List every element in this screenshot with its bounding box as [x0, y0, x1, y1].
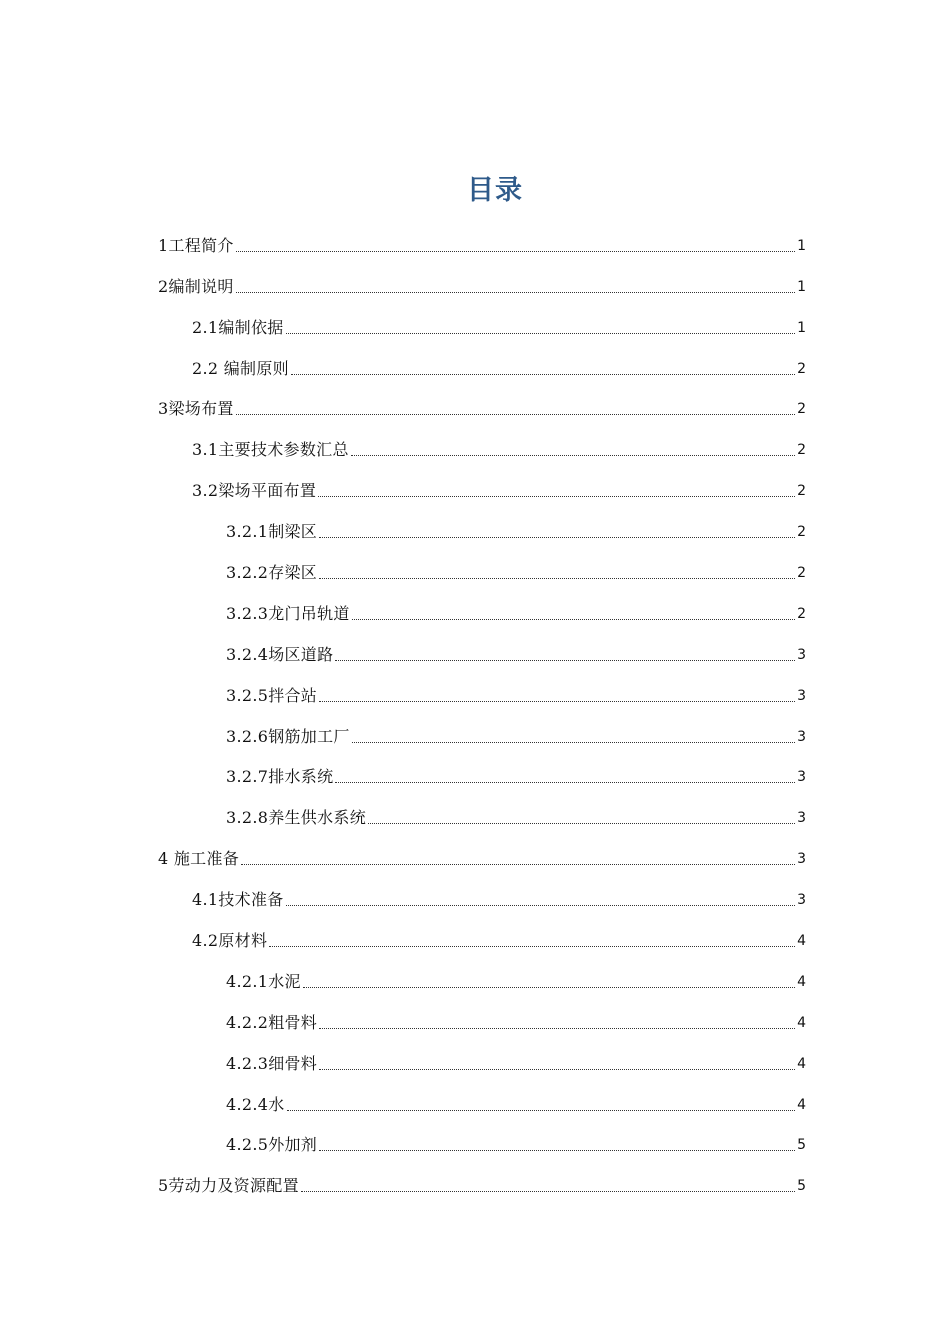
toc-leader-dots — [319, 1027, 795, 1029]
toc-entry-label: 3.2.8养生供水系统 — [226, 808, 367, 828]
toc-entry-page: 4 — [797, 933, 806, 950]
toc-entry[interactable] — [158, 469, 806, 510]
toc-entry-label: 4.1技术准备 — [192, 890, 284, 910]
toc-entry-page: 3 — [797, 728, 806, 745]
toc-entry[interactable] — [158, 674, 806, 715]
toc-entry-page: 3 — [797, 810, 806, 827]
toc-entry[interactable] — [158, 1001, 806, 1042]
toc-entry-label: 3.2.5拌合站 — [226, 685, 318, 705]
toc-entry-page: 3 — [797, 892, 806, 909]
toc-entry[interactable] — [158, 1042, 806, 1083]
toc-entry-page: 4 — [797, 1014, 806, 1031]
toc-leader-dots — [303, 986, 795, 988]
toc-entry-label: 4.2原材料 — [192, 931, 268, 951]
toc-entry-page: 4 — [797, 973, 806, 990]
toc-entry-label: 4.2.1水泥 — [226, 971, 301, 991]
toc-entry-page: 3 — [797, 769, 806, 786]
toc-entry-label: 3梁场布置 — [158, 399, 234, 419]
toc-entry[interactable] — [158, 428, 806, 469]
toc-entry[interactable] — [158, 510, 806, 551]
toc-entry-label: 4 施工准备 — [158, 849, 240, 869]
toc-leader-dots — [236, 291, 795, 293]
toc-entry-label: 2.2 编制原则 — [192, 358, 289, 378]
toc-entry-label: 1工程简介 — [158, 235, 234, 255]
toc-leader-dots — [286, 904, 795, 906]
toc-entry[interactable] — [158, 592, 806, 633]
toc-leader-dots — [319, 536, 795, 538]
toc-entry-page: 3 — [797, 851, 806, 868]
toc-leader-dots — [241, 863, 795, 865]
toc-entry-label: 3.2.6钢筋加工厂 — [226, 726, 350, 746]
toc-entry[interactable] — [158, 1124, 806, 1165]
toc-entry-page: 2 — [797, 524, 806, 541]
toc-entry-page: 3 — [797, 646, 806, 663]
toc-entry-label: 4.2.3细骨料 — [226, 1053, 318, 1073]
toc-entry[interactable] — [158, 633, 806, 674]
toc-entry-page: 2 — [797, 442, 806, 459]
toc-list — [158, 224, 806, 1205]
toc-title: 目录 — [467, 175, 523, 206]
toc-entry-label: 3.2梁场平面布置 — [192, 481, 317, 501]
toc-entry-page: 2 — [797, 605, 806, 622]
toc-leader-dots — [352, 618, 795, 620]
toc-leader-dots — [368, 822, 795, 824]
toc-entry[interactable] — [158, 837, 806, 878]
toc-leader-dots — [319, 1149, 795, 1151]
toc-leader-dots — [291, 373, 795, 375]
toc-entry-label: 3.1主要技术参数汇总 — [192, 440, 349, 460]
toc-entry-label: 4.2.5外加剂 — [226, 1135, 318, 1155]
toc-leader-dots — [236, 250, 795, 252]
toc-leader-dots — [351, 454, 795, 456]
toc-leader-dots — [335, 781, 795, 783]
toc-entry-page: 1 — [797, 278, 806, 295]
toc-entry-page: 2 — [797, 401, 806, 418]
toc-leader-dots — [319, 1068, 795, 1070]
toc-entry-page: 2 — [797, 565, 806, 582]
toc-entry-page: 2 — [797, 483, 806, 500]
toc-entry-label: 5劳动力及资源配置 — [158, 1176, 299, 1196]
toc-entry[interactable] — [158, 224, 806, 265]
toc-entry[interactable] — [158, 878, 806, 919]
toc-entry[interactable] — [158, 551, 806, 592]
toc-entry-page: 5 — [797, 1178, 806, 1195]
toc-leader-dots — [236, 413, 795, 415]
toc-leader-dots — [318, 495, 795, 497]
toc-entry-label: 3.2.2存梁区 — [226, 563, 318, 583]
toc-entry[interactable] — [158, 960, 806, 1001]
toc-leader-dots — [352, 741, 795, 743]
toc-entry-page: 1 — [797, 237, 806, 254]
toc-entry-label: 3.2.7排水系统 — [226, 767, 334, 787]
toc-entry[interactable] — [158, 1083, 806, 1124]
toc-entry[interactable] — [158, 715, 806, 756]
toc-entry-label: 2.1编制依据 — [192, 317, 284, 337]
toc-entry-label: 2编制说明 — [158, 276, 234, 296]
toc-entry-page: 4 — [797, 1055, 806, 1072]
toc-entry-label: 4.2.2粗骨料 — [226, 1012, 318, 1032]
toc-entry[interactable] — [158, 265, 806, 306]
toc-leader-dots — [335, 659, 795, 661]
toc-entry[interactable] — [158, 919, 806, 960]
toc-entry-page: 3 — [797, 687, 806, 704]
toc-entry[interactable] — [158, 388, 806, 429]
toc-entry-page: 5 — [797, 1137, 806, 1154]
toc-entry-page: 4 — [797, 1096, 806, 1113]
toc-entry[interactable] — [158, 1164, 806, 1205]
toc-leader-dots — [286, 332, 795, 334]
toc-entry-page: 1 — [797, 319, 806, 336]
toc-entry[interactable] — [158, 306, 806, 347]
toc-entry-label: 3.2.4场区道路 — [226, 644, 334, 664]
toc-entry-page: 2 — [797, 360, 806, 377]
toc-entry-label: 3.2.1制梁区 — [226, 522, 318, 542]
toc-leader-dots — [287, 1109, 795, 1111]
toc-leader-dots — [301, 1190, 795, 1192]
toc-entry-label: 4.2.4水 — [226, 1094, 285, 1114]
toc-entry[interactable] — [158, 756, 806, 797]
toc-entry-label: 3.2.3龙门吊轨道 — [226, 603, 350, 623]
toc-entry[interactable] — [158, 347, 806, 388]
toc-entry[interactable] — [158, 796, 806, 837]
toc-leader-dots — [269, 945, 795, 947]
toc-leader-dots — [319, 700, 795, 702]
toc-leader-dots — [319, 577, 795, 579]
